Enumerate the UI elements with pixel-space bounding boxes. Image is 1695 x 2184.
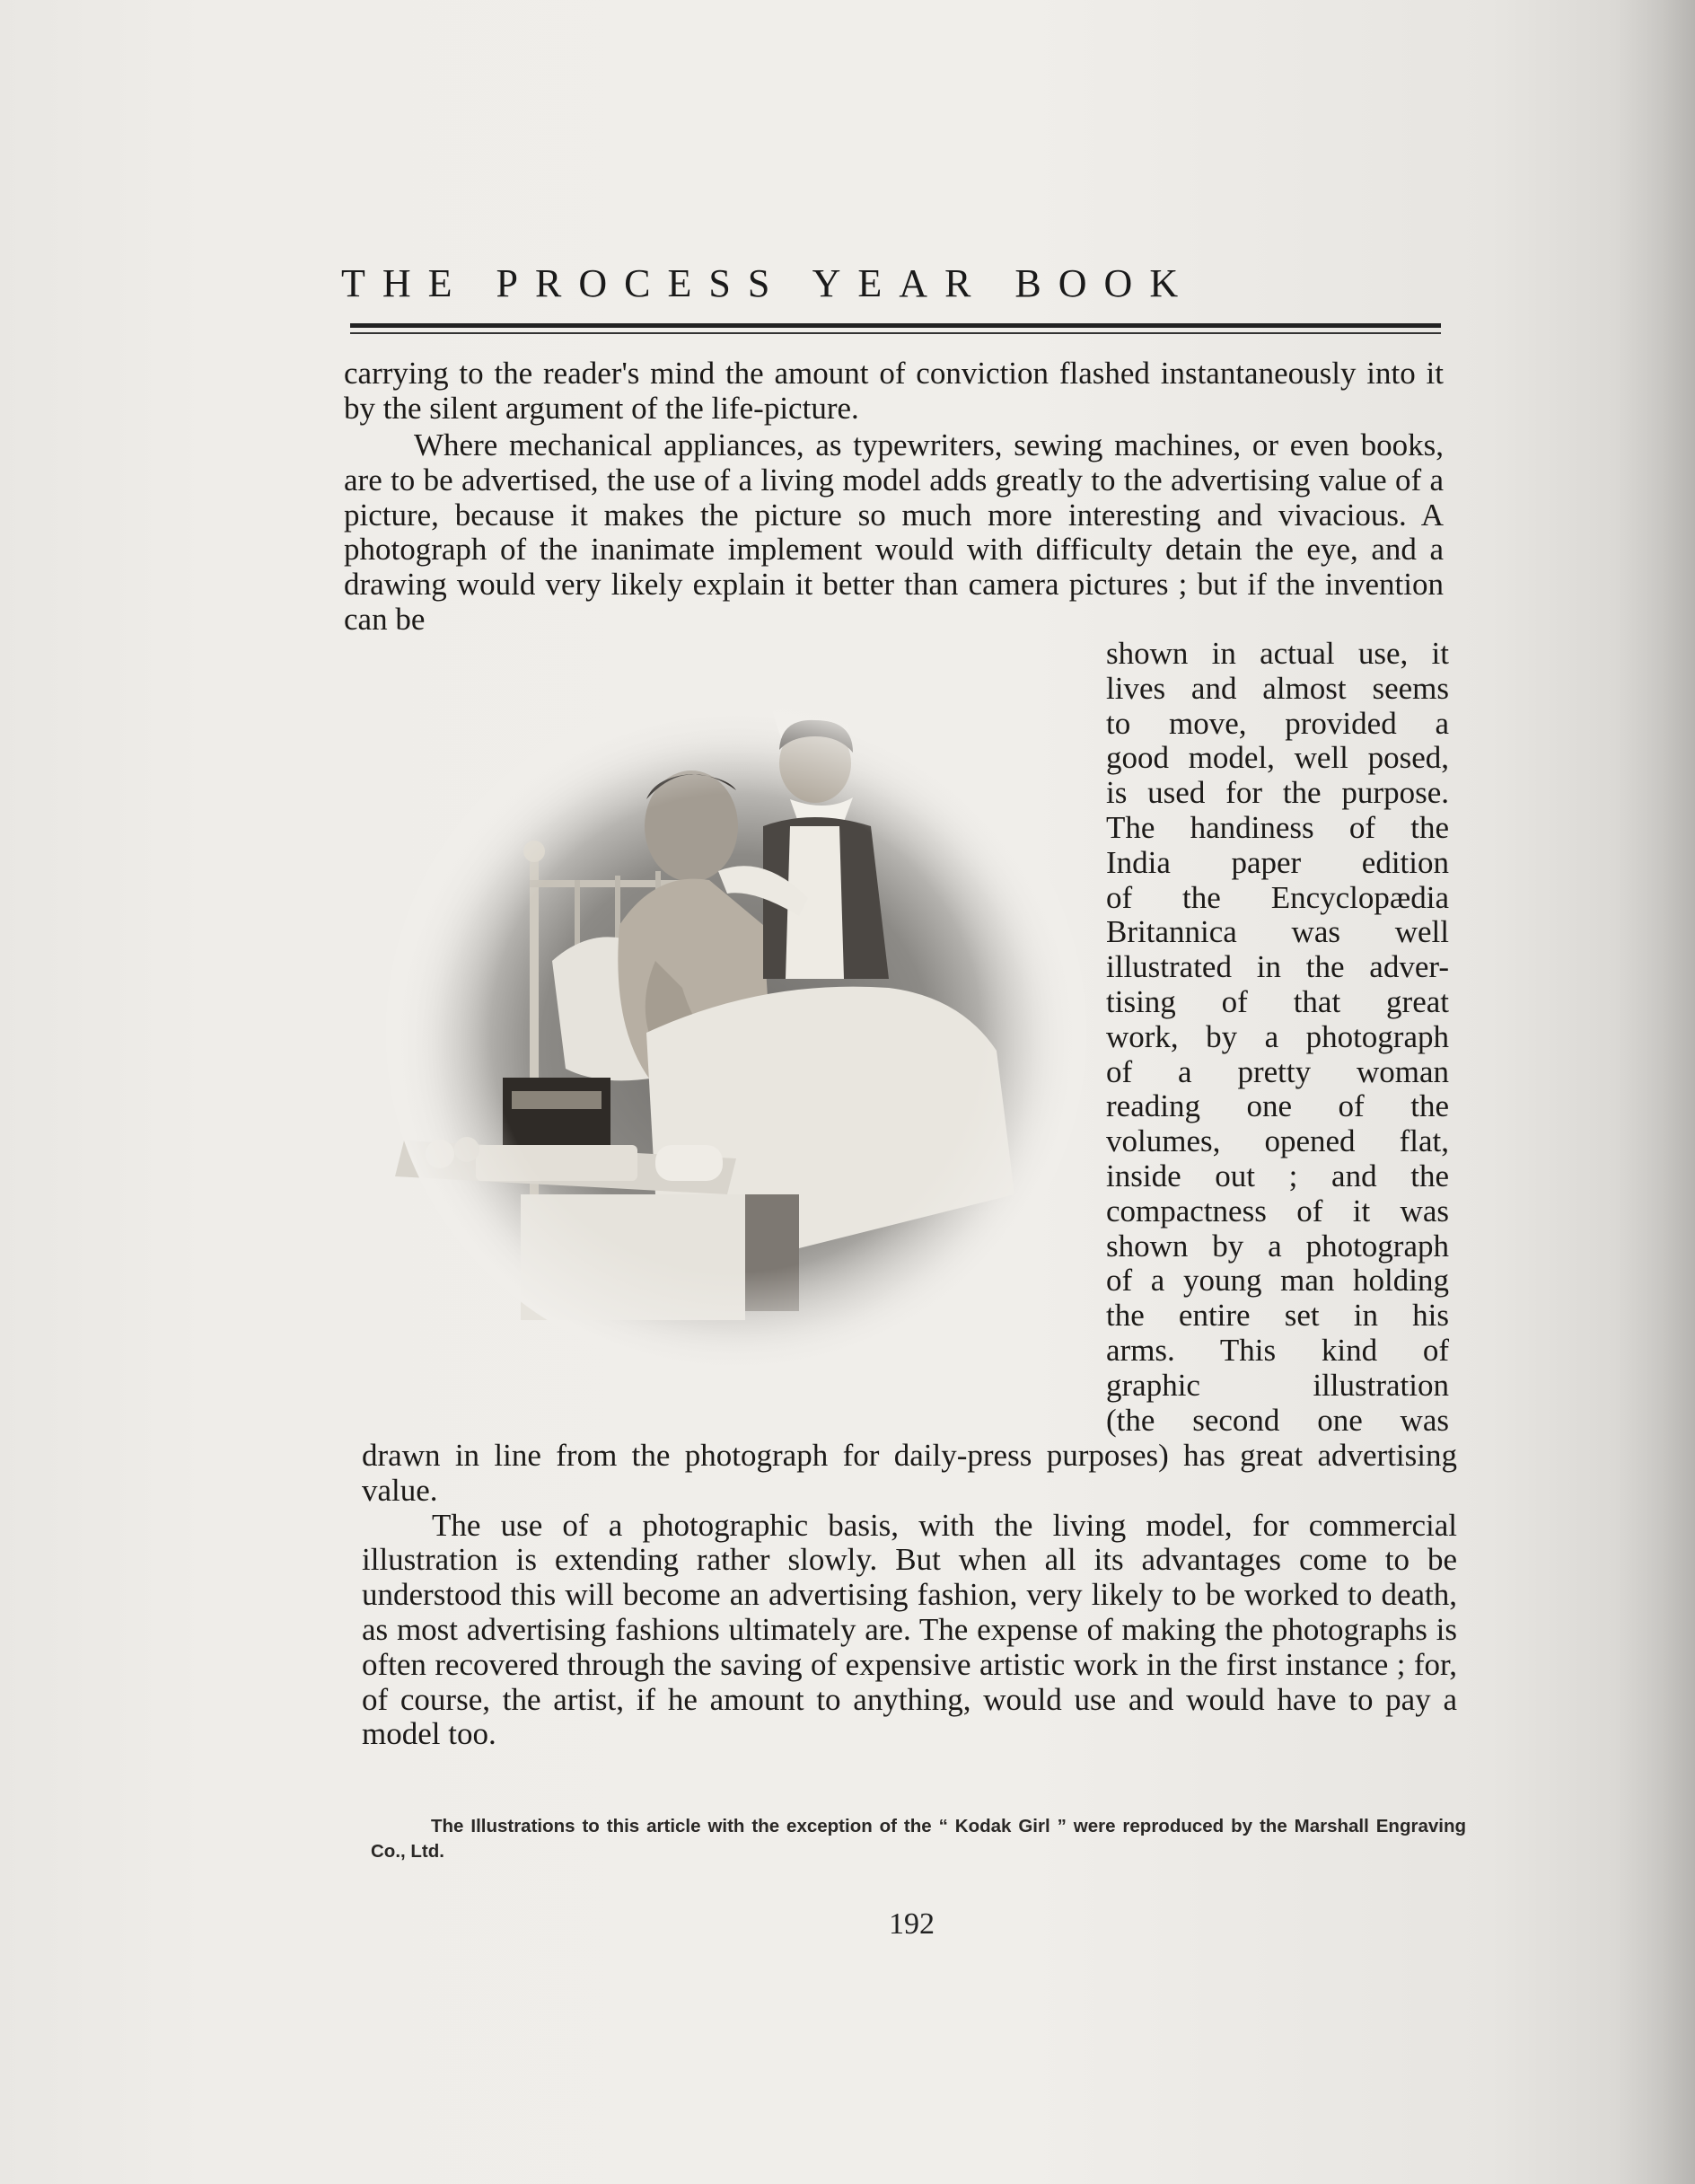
narrow-column-line: to move, provided a [1106, 705, 1449, 741]
halftone-illustration [386, 691, 1086, 1374]
narrow-column-line: is used for the purpose. [1106, 775, 1449, 811]
paragraph-1: carrying to the reader's mind the amount of conviction flashed instantaneously into it by the silent argument of the life-picture. [344, 356, 1444, 426]
page-edge-shadow [1614, 0, 1695, 2184]
narrow-column-line: graphic illustration [1106, 1367, 1449, 1403]
narrow-column-line: The handiness of the [1106, 809, 1449, 845]
narrow-column-line: Britannica was well [1106, 914, 1449, 950]
narrow-column-line: compactness of it was [1106, 1193, 1449, 1228]
narrow-column-line: good model, well posed, [1106, 740, 1449, 776]
header-rule-thin [350, 332, 1441, 334]
opening-paragraph [344, 357, 1444, 427]
running-head: THE PROCESS YEAR BOOK [341, 261, 1196, 305]
narrow-column-line: arms. This kind of [1106, 1332, 1449, 1368]
paragraph-2-end-and-3 [362, 1439, 1457, 1752]
narrow-column-line: of a young man holding [1106, 1263, 1449, 1299]
narrow-column-line: illustrated in the adver- [1106, 949, 1449, 985]
narrow-column-line: shown by a photograph [1106, 1228, 1449, 1264]
footnote: The Illustrations to this article with the exception of the “ Kodak Girl ” were reproduced by the Marshall Engraving Co., Ltd. [371, 1816, 1466, 1862]
narrow-column-line: reading one of the [1106, 1088, 1449, 1124]
paragraph-2-narrow-column [1106, 637, 1449, 1438]
narrow-column-line: of a pretty woman [1106, 1053, 1449, 1089]
paragraph-2-start: Where mechanical appliances, as typewriters, sewing machines, or even books, are to be advertised, the use of a living model adds greatly to the advertising value of a picture, because it makes the picture so much more interesting and vivacious. A photograph of the inanimate implement would with difficulty detain the eye, and a drawing would very likely explain it better than camera pictures ; but if the invention can be [344, 427, 1444, 637]
paragraph-2-end: drawn in line from the photograph for daily-press purposes) has great advertising value. [362, 1438, 1457, 1508]
narrow-column-line: India paper edition [1106, 844, 1449, 880]
narrow-column-line: inside out ; and the [1106, 1158, 1449, 1193]
page-number: 192 [889, 1907, 935, 1941]
paragraph-2-full-width [344, 428, 1444, 638]
narrow-column-line: (the second one was [1106, 1402, 1449, 1438]
narrow-column-line: lives and almost seems [1106, 670, 1449, 706]
paragraph-3: The use of a photographic basis, with the living model, for commercial illustration is extending rather slowly. But when all its advantages come to be understood this will become an advertising fashion, very likely to be worked to death, as most advertising fashions ultimately are. The expense of making the photographs is often recovered through the saving of expensive artistic work in the first instance ; for, of course, the artist, if he amount to anything, would use and would have to pay a model too. [362, 1507, 1457, 1752]
narrow-column-line: tising of that great [1106, 983, 1449, 1019]
narrow-column-line: of the Encyclopædia [1106, 879, 1449, 915]
narrow-column-line: work, by a photograph [1106, 1018, 1449, 1054]
narrow-column-line: the entire set in his [1106, 1298, 1449, 1334]
narrow-column-line: volumes, opened flat, [1106, 1123, 1449, 1159]
narrow-column-line: shown in actual use, it [1106, 636, 1449, 671]
header-rule-thick [350, 323, 1441, 328]
